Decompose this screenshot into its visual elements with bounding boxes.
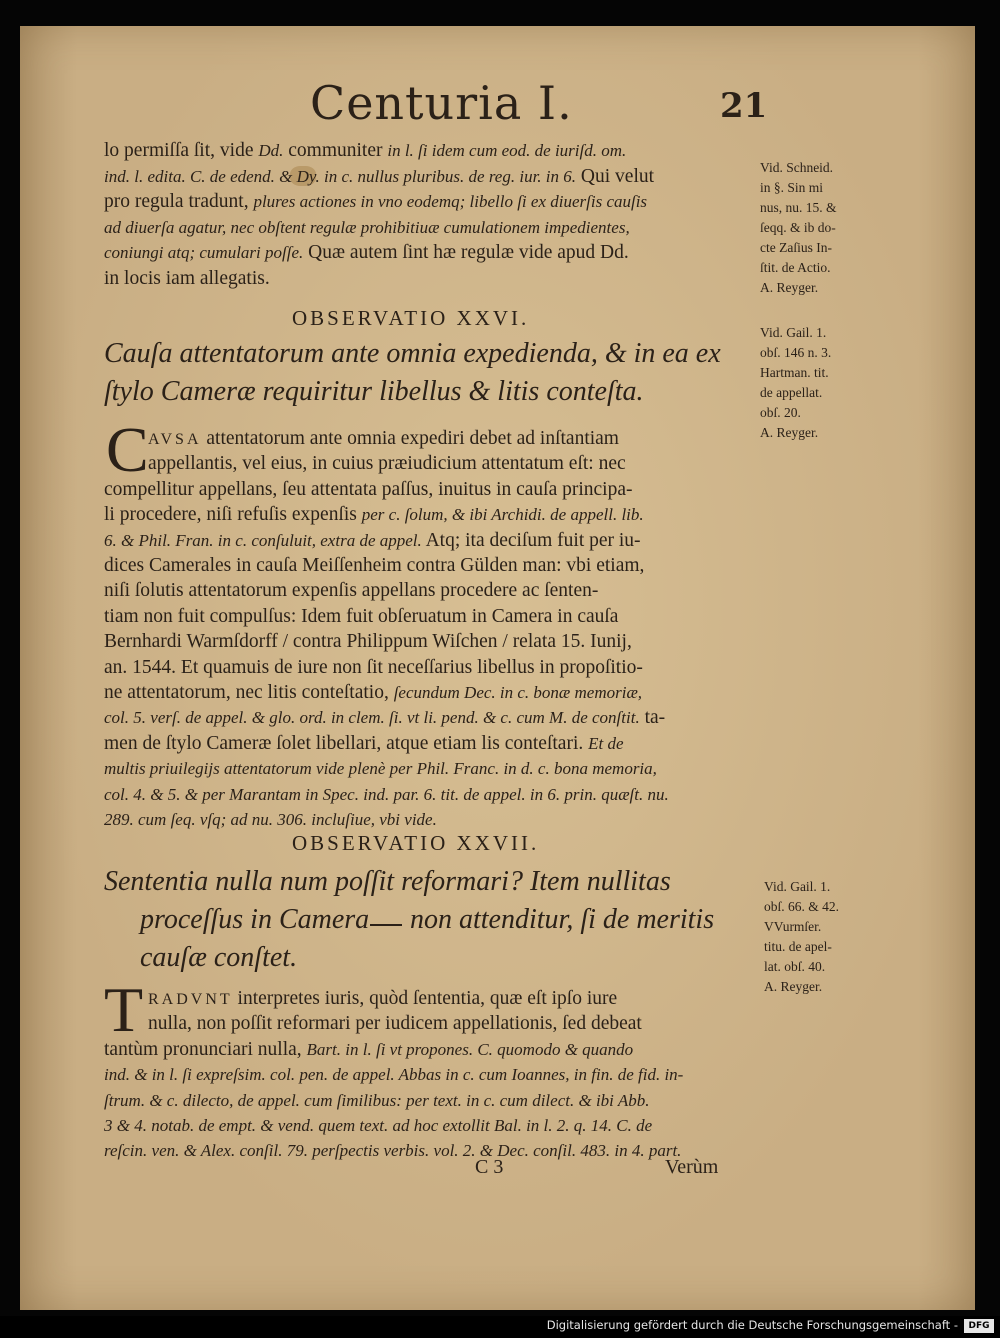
margin-note-line: Vid. Gail. 1.: [760, 325, 827, 340]
line-roman: lo permiſſa ſit, vide: [104, 140, 259, 161]
margin-note-line: cte Zaſius In-: [760, 240, 832, 255]
text-line: [104, 528, 641, 554]
margin-note-line: lat. obſ. 40.: [764, 959, 826, 974]
line-roman-tail: Atq; ita deciſum fuit per iu-: [421, 529, 641, 551]
page-scan: [20, 26, 975, 1310]
text-line: [104, 553, 644, 579]
margin-note-line: obſ. 66. & 42.: [764, 899, 840, 914]
running-header-title: Centuria I.: [310, 76, 573, 130]
margin-note-line: obſ. 20.: [760, 405, 801, 420]
lemma-dash-rule: [370, 924, 402, 926]
line-italic-citation: multis priuilegijs attentatorum vide plenè per Phil. Franc. in d. c. bona memoria,: [104, 759, 657, 779]
line-roman: an. 1544. Et quamuis de iure non ſit neceſſarius libellus in propoſitio-: [104, 656, 643, 678]
text-line: [104, 1037, 633, 1063]
lemma-line: ſtylo Cameræ requiritur libellus & litis conteſta.: [104, 376, 644, 407]
dfg-logo: DFG: [964, 1319, 994, 1333]
first-word-smallcaps: AVSA: [148, 431, 202, 448]
lemma-line: Cauſa attentatorum ante omnia expedienda, & in ea ex: [104, 338, 721, 369]
line-italic-citation: Bart. in l. ſi vt propones. C. quomodo & quando: [306, 1039, 634, 1059]
line-italic-citation: 3 & 4. notab. de empt. & vend. quem text. ad hoc extollit Bal. in l. 2. q. 14. C. de: [104, 1116, 653, 1135]
line-italic-citation: plures actiones in vno eodemq; libello ſi ex diuerſis cauſis: [253, 192, 648, 211]
margin-note-line: ſeqq. & ib do-: [760, 220, 836, 235]
margin-note-line: Hartman. tit.: [760, 365, 829, 380]
line-roman: attentatorum ante omnia expediri debet ad inſtantiam: [201, 428, 619, 449]
lemma-line: proceſſus in Camera: [140, 904, 370, 935]
text-line: [104, 1113, 652, 1139]
text-line: [104, 1062, 683, 1088]
line-roman: men de ſtylo Cameræ ſolet libellari, atque etiam lis conteſtari.: [104, 732, 589, 754]
line-roman: Bernhardi Warmſdorff / contra Philippum Wiſchen / relata 15. Iunij,: [104, 631, 632, 653]
line-roman: appellantis, vel eius, in cuius præiudicium attentatum eſt: nec: [148, 453, 626, 475]
margin-note-line: ſtit. de Actio.: [760, 260, 831, 275]
text-line: [104, 502, 644, 528]
text-line: [104, 578, 598, 604]
text-line: [104, 731, 624, 757]
text-line: [104, 1138, 681, 1164]
margin-note-line: A. Reyger.: [760, 280, 819, 295]
margin-note-line: A. Reyger.: [764, 979, 823, 994]
line-roman: niſi ſolutis attentatorum expenſis appellans procedere ac ſenten-: [104, 580, 599, 602]
digitization-footer: [0, 1316, 1000, 1338]
text-line: [104, 215, 630, 241]
line-roman: dices Camerales in cauſa Meiſſenheim contra Gülden man: vbi etiam,: [104, 555, 645, 576]
line-roman-tail: Quæ autem ſint hæ regulæ vide apud Dd.: [303, 242, 629, 263]
margin-note-line: obſ. 146 n. 3.: [760, 345, 832, 360]
lemma-line: cauſæ conſtet.: [140, 942, 298, 973]
text-line: [148, 986, 617, 1013]
line-italic-citation: ad diuerſa agatur, nec obſtent regulæ prohibitiuæ cumulationem impedientes,: [104, 217, 630, 237]
line-italic-citation: per c. ſolum, & ibi Archidi. de appell. lib.: [361, 505, 644, 525]
margin-note-line: de appellat.: [760, 385, 823, 400]
text-line: [104, 266, 270, 292]
text-line: [104, 604, 618, 630]
line-italic-citation: 289. cum ſeq. vſq; ad nu. 306. incluſiue, vbi vide.: [104, 810, 437, 829]
text-line: [148, 451, 626, 477]
line-roman-tail: Qui velut: [576, 165, 655, 187]
text-line: [104, 756, 657, 782]
line-italic-citation: ind. l. edita. C. de edend. & Dy. in c. nullus pluribus. de reg. iur. in 6.: [104, 166, 577, 186]
line-italic-citation: in l. ſi idem cum eod. de iuriſd. om.: [387, 141, 627, 160]
observation-27-title: OBSERVATIO XXVII.: [292, 831, 540, 855]
text-line: [104, 655, 643, 681]
text-line: [104, 138, 626, 164]
margin-note-line: nus, nu. 15. &: [760, 200, 837, 215]
line-roman: in locis iam allegatis.: [104, 267, 270, 289]
line-roman-tail: communiter: [283, 140, 388, 161]
text-line: [104, 807, 437, 833]
line-italic-citation: col. 5. verſ. de appel. & glo. ord. in clem. ſi. vt li. pend. & c. cum M. de conſtit.: [104, 708, 640, 728]
text-line: [104, 705, 665, 731]
catchword: Verùm: [665, 1156, 719, 1178]
line-roman: ne attentatorum, nec litis conteſtatio,: [104, 682, 394, 703]
line-italic-citation: Et de: [588, 733, 624, 753]
line-italic-citation: reſcin. ven. & Alex. conſil. 79. perſpectis verbis. vol. 2. & Dec. conſil. 483. in 4. part.: [104, 1141, 682, 1161]
line-roman: li procedere, niſi refuſis expenſis: [104, 504, 362, 526]
text-line: [104, 477, 633, 503]
line-roman: nulla, non poſſit reformari per iudicem appellationis, ſed debeat: [148, 1013, 642, 1035]
text-line: [104, 240, 629, 266]
text-line: [104, 629, 632, 655]
line-roman: interpretes iuris, quòd ſententia, quæ eſt ipſo iure: [232, 988, 618, 1009]
text-line: [104, 164, 654, 190]
line-roman: tantùm pronunciari nulla,: [104, 1038, 307, 1060]
margin-note-line: VVurmſer.: [764, 919, 822, 934]
funding-credit: Digitalisierung gefördert durch die Deutsche Forschungsgemeinschaft -: [546, 1318, 958, 1332]
observation-26-title: OBSERVATIO XXVI.: [292, 306, 530, 330]
line-italic-citation: Dd.: [258, 141, 284, 160]
margin-note-line: titu. de apel-: [764, 939, 832, 954]
text-line: [104, 680, 642, 706]
page-number: 21: [720, 86, 768, 126]
line-italic-citation: col. 4. & 5. & per Marantam in Spec. ind. par. 6. tit. de appel. in 6. prin. quæſt. nu.: [104, 784, 669, 804]
line-italic-citation: ſecundum Dec. in c. bonæ memoriæ,: [393, 683, 643, 702]
margin-note-line: Vid. Schneid.: [760, 160, 834, 175]
text-line: [104, 1088, 649, 1114]
margin-note-line: in §. Sin mi: [760, 180, 824, 195]
margin-note-line: A. Reyger.: [760, 425, 819, 440]
line-italic-citation: ſtrum. & c. dilecto, de appel. cum ſimilibus: per text. in c. cum dilect. & ibi Abb.: [104, 1090, 650, 1110]
drop-cap-letter: C: [106, 414, 149, 485]
margin-note-line: Vid. Gail. 1.: [764, 879, 831, 894]
text-line: [104, 782, 669, 808]
line-roman: pro regula tradunt,: [104, 191, 254, 212]
drop-cap-letter: T: [104, 974, 144, 1045]
text-line: [104, 189, 647, 215]
line-italic-citation: 6. & Phil. Fran. in c. conſuluit, extra de appel.: [104, 530, 422, 550]
signature-mark: C 3: [475, 1156, 504, 1178]
lemma-line: Sententia nulla num poſſit reformari? Item nullitas: [104, 866, 671, 897]
lemma-line: non attenditur, ſi de meritis: [410, 904, 715, 935]
line-roman: compellitur appellans, ſeu attentata paſſus, inuitus in cauſa principa-: [104, 478, 633, 500]
line-roman: tiam non fuit compulſus: Idem fuit obſeruatum in Camera in cauſa: [104, 605, 619, 627]
text-line: [148, 1011, 642, 1037]
line-italic-citation: ind. & in l. ſi expreſsim. col. pen. de appel. Abbas in c. cum Ioannes, in fin. de fid. in-: [104, 1065, 684, 1085]
first-word-smallcaps: RADVNT: [148, 991, 233, 1008]
text-line: [148, 426, 619, 453]
line-italic-citation: coniungi atq; cumulari poſſe.: [104, 243, 304, 262]
line-roman-tail: ta-: [639, 707, 666, 729]
